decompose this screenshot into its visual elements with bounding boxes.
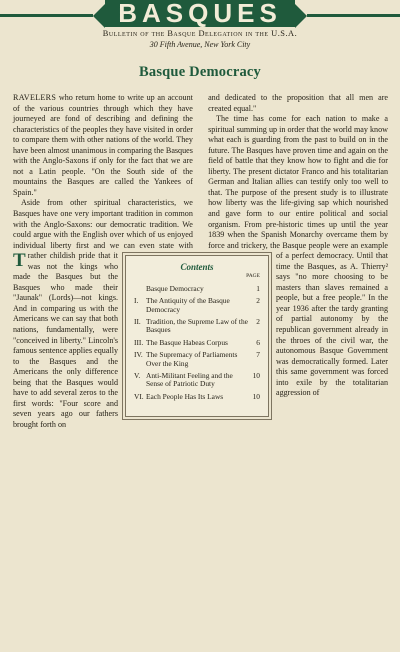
lead-word: RAVELERS	[13, 93, 56, 102]
contents-item-label: Basque Democracy	[146, 285, 248, 293]
contents-item-label: Tradition, the Supreme Law of the Basques	[146, 318, 248, 335]
contents-item	[126, 318, 268, 335]
article-paragraph: The time has come for each nation to make a spiritual summing up in order that the world may know what each is guarding from the past to build on in the future. The Basques have proven time and again on the field of battle that they know how to fight and die for liberty. The present dictator Franco and his totalitarian German and Italian allies can testify only too well to that. The purpose of the present study is to illustrate how liberty was the life-giving sap which nourished and gave form to our entire political and social organism. From pre-historic times up until the year 1839 when the Spanish Monarchy overcame them by force and trickery, the Basque people were an example of a perfect democracy. Until that time the Basques, as A. Thierry² says "no more choosing to be masters than slaves remained a people, but a free people." In the year 1936 after the tardy granting of partial autonomy by the republican government already in the throes of the civil war, the autonomous Basque Government was democratically formed. Later this same government was forced into exile by the totalitarian aggression of	[208, 114, 388, 399]
contents-item-number: IV.	[134, 351, 146, 368]
contents-page-header: PAGE	[126, 272, 268, 280]
article-paragraph	[13, 93, 193, 198]
masthead-rule-left	[0, 14, 93, 17]
masthead-subtitle: Bulletin of the Basque Delegation in the U.S.A.	[0, 29, 400, 38]
contents-item-number	[134, 285, 146, 293]
masthead	[0, 0, 400, 47]
masthead-title: BASQUES	[105, 0, 295, 27]
article-paragraph: Aside from other spiritual characteristics, we Basques have one very important tradition in common with the Anglo-Saxons: our democratic tradition. We could argue with the English over which of us enjoyed individual liberty first and we can even state with rather childish pride that it was not the kings who made the Basques but the Basques who made their "Jaunak" (Lords)—not kings. And in comparing us with the Americans we can say that both nations, fundamentally, were "conceived in liberty." Lincoln's famous sentence applies equally to the Basques and the Americans the only difference being that the Basques would have to add several zeros to the first words: "Four score and seven years ago our fathers brought forth on	[13, 198, 193, 430]
contents-item-page: 10	[248, 372, 260, 389]
contents-item-number: VI.	[134, 393, 146, 401]
contents-item-page: 1	[248, 285, 260, 293]
contents-box	[125, 255, 269, 417]
contents-item-number: III.	[134, 339, 146, 347]
contents-item	[126, 339, 268, 347]
masthead-rule-right	[307, 14, 400, 17]
contents-item-page: 7	[248, 351, 260, 368]
contents-item-label: Each People Has Its Laws	[146, 393, 248, 401]
contents-item-page: 10	[248, 393, 260, 401]
contents-item-number: V.	[134, 372, 146, 389]
contents-item-label: The Antiquity of the Basque Democracy	[146, 297, 248, 314]
contents-item-number: I.	[134, 297, 146, 314]
paragraph-text: who return home to write up an account of the various countries through which they have journeyed are fond of describing and defining the characteristics of the peoples they have visited in order to compare them with other nations of the world. They have been almost unanimous in comparing the Basques with the Anglo-Saxons if only for the fact that we are not a Latin people. "On the South side of the mountains the Basques are called the Yankees of Spain."	[13, 93, 193, 197]
contents-item-label: The Basque Habeas Corpus	[146, 339, 248, 347]
contents-item	[126, 393, 268, 401]
contents-list	[126, 285, 268, 401]
contents-item-number: II.	[134, 318, 146, 335]
contents-item-page: 6	[248, 339, 260, 347]
contents-item-page: 2	[248, 297, 260, 314]
contents-item	[126, 351, 268, 368]
article-paragraph: and dedicated to the proposition that all men are created equal."	[208, 93, 388, 114]
contents-item-label: Anti-Militant Feeling and the Sense of Patriotic Duty	[146, 372, 248, 389]
contents-item-label: The Supremacy of Parliaments Over the King	[146, 351, 248, 368]
contents-item	[126, 285, 268, 293]
contents-title: Contents	[126, 263, 268, 271]
article-headline: Basque Democracy	[0, 64, 400, 81]
masthead-address: 30 Fifth Avenue, New York City	[0, 40, 400, 49]
contents-item-page: 2	[248, 318, 260, 335]
drop-cap: T	[13, 253, 26, 269]
contents-item	[126, 297, 268, 314]
contents-item	[126, 372, 268, 389]
